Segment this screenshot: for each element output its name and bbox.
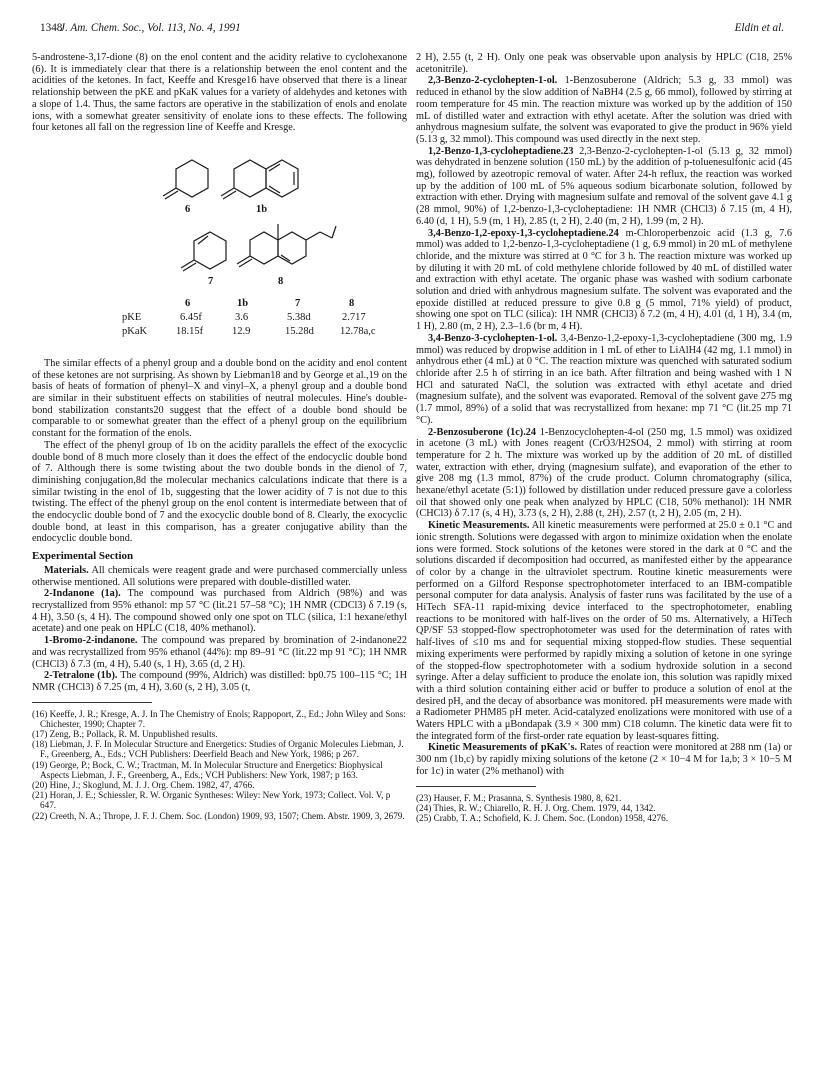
- label-6: 6: [185, 203, 191, 215]
- exp-head: 3,4-Benzo-3-cyclohepten-1-ol.: [428, 332, 558, 344]
- exp-paragraph: [416, 75, 792, 145]
- footnote: (16) Keeffe, J. R.; Kresge, A. J. In The Chemistry of Enols; Rappoport, Z., Ed.; John Wiley and Sons: Chichester, 1990; Chapter 7.: [32, 708, 406, 729]
- exp-text: The compound was purchased from Aldrich (98%) and was recrystallized from 95% ethanol: mp 57 °C (lit.21 57–58 °C); 1H NMR (CDCl3) δ 7.19 (s, 4 H), 3.50 (s, 4 H). The compound showed only one spot on TLC (silica, 1:1 hexane/ethyl acetate) and one peak on HPLC (C18, 40% methanol).: [32, 588, 407, 635]
- exp-head: Kinetic Measurements.: [428, 520, 530, 532]
- cyclohexanone-structure: [163, 160, 208, 199]
- label-7: 7: [208, 275, 214, 287]
- page-header: [40, 20, 784, 36]
- pka-value: 15.28d: [285, 325, 314, 337]
- body-paragraph: The similar effects of a phenyl group and a double bond on the acidity and enol content of these ketones are not surprising. As shown by Liebman18 and by George et al.,19 on the basis of heats of formation of phenyl–X and vinyl–X, a phenyl group and a double bond are similar in their substituent effects on stabilities of neutral molecules. Hine's double-bond stabilization constants20 suggest that the effect of a double bond should be comparable to or somewhat greater than the effect of a phenyl group on the equilibrium constant for the formation of the enols.: [32, 357, 407, 440]
- exp-paragraph: [32, 588, 407, 635]
- exp-paragraph: [416, 742, 792, 777]
- footnote: (20) Hine, J.; Skoglund, M. J. J. Org. Chem. 1982, 47, 4766.: [32, 780, 255, 791]
- pk-head: 1b: [237, 297, 249, 309]
- exp-paragraph: [416, 146, 792, 228]
- exp-head: 3,4-Benzo-1,2-epoxy-1,3-cycloheptadiene.24: [428, 227, 619, 239]
- footnote: (17) Zeng, B.; Pollack, R. M. Unpublished results.: [32, 729, 218, 740]
- right-column: [416, 52, 792, 823]
- tetralone-structure: [221, 160, 298, 199]
- footnote: (22) Creeth, N. A.; Thrope, J. F. J. Chem. Soc. (London) 1909, 93, 1507; Chem. Abstr. 1909, 3, 2679.: [32, 810, 405, 821]
- exp-head: Kinetic Measurements of pKaK's.: [428, 742, 578, 754]
- ketone-structures-figure: [32, 138, 407, 354]
- footnotes-left: [32, 709, 407, 821]
- pk-head: 6: [185, 297, 191, 309]
- pka-label: pKaK: [122, 325, 148, 337]
- journal-citation: J. Am. Chem. Soc., Vol. 113, No. 4, 1991: [60, 22, 241, 34]
- exp-paragraph: [32, 670, 407, 693]
- exp-text: 2,3-Benzo-2-cyclohepten-1-ol (5.13 g, 32 mmol) was dehydrated in benzene solution (150 mL) by the addition of p-toluenesulfonic acid (45 mg), followed by azeotropic removal of water. After 24-h reflux, the reaction was worked up by the addition of 100 mL of 5% aqueous sodium bicarbonate solution, followed by extraction with ether. Drying with magnesium sulfate and removal of the solvent gave 4.1 g (28 mmol, 90%) of 1,2-benzo-1,3-cycloheptadiene: 1H NMR (CHCl3) δ 7.15 (m, 4 H), 6.40 (d, 1 H), 5.9 (m, 1 H), 2.85 (t, 2 H), 2.40 (m, 2 H), 1.99 (m, 2 H).: [416, 145, 792, 227]
- exp-text: 1-Benzocyclohepten-4-ol (250 mg, 1.5 mmol) was oxidized in acetone (3 mL) with Jones reagent (CrO3/H2SO4, 2 mmol) with stirring at room temperature for 2 h. The mixture was worked up by the addition of 20 mL of distilled water, extraction with ether, drying (magnesium sulfate), and evaporation of the ether to give 208 mg (1.3 mmol, 87%) of the crude product. Column chromatography (silica, hexane/ethyl acetate (5:1)) followed by distillation under reduced pressure gave a colorless oil that showed only one peak when analyzed by HPLC (C18, 50% methanol): 1H NMR (CHCl3) δ 7.17 (s, 4 H), 3.73 (s, 2 H), 2.88 (t, 2H), 2.57 (t, 2 H), 2.05 (m, 2 H).: [416, 426, 793, 520]
- exp-head: 1-Bromo-2-indanone.: [44, 635, 138, 647]
- exp-head: 2-Tetralone (1b).: [44, 670, 118, 682]
- exp-paragraph: [416, 52, 792, 75]
- exp-paragraph: [32, 565, 407, 588]
- exp-paragraph: [32, 635, 407, 670]
- footnote: (19) George, P.; Bock, C. W.; Tractman, M. In Molecular Structure and Energetics: Biophysical Aspects Liebman, J. F., Greenberg, A., Eds.; VCH Publishers: New York, 1987; p 163.: [32, 759, 383, 780]
- pke-value: 6.45f: [180, 311, 202, 323]
- pka-value: 12.78a,c: [340, 325, 376, 337]
- exp-paragraph: [416, 333, 792, 427]
- intro-paragraph: 5-androstene-3,17-dione (8) on the enol content and the acidity relative to cyclohexanone (6). It is immediately clear that there is a relationship between the enol content and the acidities of the ketones. In fact, Keeffe and Kresge16 have observed that there is a linear relationship between the pKE and pKaK values for a variety of aldehydes and ketones with a slope of 1.4. Thus, the same factors are operative in the stabilization of enols and enolate ions, with a somewhat greater sensitivity of enolate ions to these effects. The following four ketones all fall on the regression line of Keeffe and Kresge.: [32, 52, 407, 134]
- pka-value: 18.15f: [176, 325, 204, 337]
- running-author: Eldin et al.: [734, 22, 784, 34]
- pke-value: 3.6: [235, 311, 249, 323]
- exp-text: All kinetic measurements were performed at 25.0 ± 0.1 °C and ionic strength. Solutions were degassed with argon to minimize oxidation when the enolate ions were formed. Stock solutions of the ketones were stored in the dark at 0 °C and the solutions discarded if decomposition had occurred, as manifested either by the appearance of color by a change in the ultraviolet spectrum. Routine kinetic measurements were performed on a Gilford Response spectrophotometer interfaced to an IBM-compatible personal computer for data analysis. Analysis of faster runs was facilitated by the use of a HiTech SFA-11 rapid-mixing device interfaced to the spectrophotometer, enabling reactions to be monitored with half-lives on the order of 50 ms. Alternatively, a HiTech QP/SF 53 stopped-flow spectrophotometer was used for the determination of rates with half-lives of ≤10 ms and for sequential mixing stopped-flow studies. These sequential mixing experiments were performed by rapidly mixing a solution of ketone in one syringe of the stopped-flow spectrophotometer with a sodium hydroxide solution in a second syringe. After a delay sufficient to produce the enolate ion, this solution was rapidly mixed with a third solution containing either acid or buffer to produce a solution of enol at the desired pH, and the decay of absorbance was monitored. pH measurements were made with a Radiometer PHM85 pH meter. Acid-catalyzed enolizations were monitored with use of a Waters HPLC with a μBondapak (3.9 × 300 mm) C18 column. The kinetic data were fit to the integrated form of the first-order rate equation by least-squares fitting.: [416, 520, 793, 742]
- footnote-rule: [416, 786, 536, 787]
- label-1b: 1b: [256, 203, 268, 215]
- exp-paragraph: [416, 228, 792, 333]
- androstenedione-structure: [237, 224, 336, 267]
- page-number: 1348: [40, 22, 63, 34]
- exp-text: All chemicals were reagent grade and were purchased commercially unless otherwise mentioned. All solutions were prepared with double-distilled water.: [32, 564, 407, 588]
- body-paragraph: The effect of the phenyl group of 1b on the acidity parallels the effect of the exocyclic double bond of 8 much more closely than it does the effect of the endocyclic double bond of 7. Although there is some twisting about the two double bonds in the dienol of 7, diminishing conjugation,8d the molecular mechanics calculations indicate that there is a similar twisting in the enol of 1b, suggesting that the lower acidity of 7 is not due to this twisting. The effect of the phenyl group on the enol content is intermediate between that of the endocyclic double bond of 7 and the exocyclic double bond of 8. Clearly, the exocyclic double bond, at least in this comparison, has a greater conjugative ability than the endocyclic double bond.: [32, 439, 407, 545]
- exp-text: m-Chloroperbenzoic acid (1.3 g, 7.6 mmol) was added to 1,2-benzo-1,3-cycloheptadiene (1 g, 6.9 mmol) in 20 mL of methylene chloride, and the mixture was stirred at 0 °C for 3 h. The reaction mixture was worked up by diluting it with 20 mL of cold methylene chloride followed by 40 mL of distilled water and extraction with ethyl acetate. The organic phase was washed with sodium carbonate solution and dried with anhydrous magnesium sulfate. The solvent was evaporated and the epoxide distilled at reduced pressure to give 0.8 g (5 mmol, 71% yield) of product, showing one spot on TLC (silica): 1H NMR (CHCl3) δ 7.2 (m, 4 H), 4.01 (d, 1 H), 3.4 (m, 1 H), 2.80 (m, 2 H), 2.3–1.6 (br m, 4 H).: [416, 227, 792, 333]
- footnote: (24) Thies, R. W.; Chiarello, R. H. J. Org. Chem. 1979, 44, 1342.: [416, 802, 656, 813]
- exp-head: Materials.: [44, 564, 89, 576]
- footnote-rule: [32, 702, 152, 703]
- label-8: 8: [278, 275, 284, 287]
- footnotes-right: [416, 793, 792, 824]
- pke-value: 5.38d: [287, 311, 311, 323]
- exp-text: Rates of reaction were monitored at 288 nm (1a) or 300 nm (1b,c) by rapidly mixing solutions of the ketone (2 × 10−4 M for 1a,b; 3 × 10−5 M for 1c) in water (2% methanol) with: [416, 742, 792, 777]
- cyclohexenone-structure: [181, 232, 226, 271]
- footnote: (23) Hauser, F. M.; Prasanna, S. Synthesis 1980, 8, 621.: [416, 792, 622, 803]
- exp-head: 1,2-Benzo-1,3-cycloheptadiene.23: [428, 145, 574, 157]
- section-title: Experimental Section: [32, 550, 134, 563]
- exp-text: 1-Benzosuberone (Aldrich; 5.3 g, 33 mmol) was reduced in ethanol by the slow addition of NaBH4 (2.5 g, 66 mmol), followed by stirring at room temperature for 45 min. The reaction mixture was worked up by the addition of 150 mL of distilled water and extraction with ethyl acetate. After the solution was dried with anhydrous magnesium sulfate, the solvent was evaporated to give the product in 96% yield (5.13 g, 32 mmol). This compound was used directly in the next step.: [416, 75, 792, 145]
- exp-text: 2 H), 2.55 (t, 2 H). Only one peak was observable upon analysis by HPLC (C18, 25% acetonitrile).: [416, 52, 792, 75]
- pk-head: 7: [295, 297, 301, 309]
- exp-head: 2-Benzosuberone (1c).24: [428, 426, 537, 438]
- exp-text: The compound (99%, Aldrich) was distilled: bp0.75 100–115 °C; 1H NMR (CHCl3) δ 7.25 (m, 4 H), 3.60 (s, 2 H), 3.05 (t,: [32, 670, 407, 693]
- pk-head: 8: [349, 297, 355, 309]
- pke-value: 2.717: [342, 311, 366, 323]
- left-column: [32, 52, 407, 821]
- exp-head: 2,3-Benzo-2-cyclohepten-1-ol.: [428, 75, 558, 87]
- footnote: (21) Horan, J. E.; Schiessler, R. W. Organic Syntheses: Wiley: New York, 1973; Collect. Vol. V, p 647.: [32, 790, 391, 811]
- footnote: (18) Liebman, J. F. In Molecular Structure and Energetics: Studies of Organic Molecules Liebman, J. F., Greenberg, A., Eds.; VCH Publishers: Deerfield Beach and New York, 1986; p 267.: [32, 739, 404, 760]
- pke-label: pKE: [122, 311, 142, 323]
- exp-paragraph: [416, 520, 792, 742]
- exp-text: 3,4-Benzo-1,2-epoxy-1,3-cycloheptadiene (300 mg, 1.9 mmol) was reduced by dropwise addition in 1 mL of ether to LiAlH4 (42 mg, 1.1 mmol) in anhydrous ether (4 mL) at 0 °C. The reaction mixture was quenched with saturated sodium chloride after 2.5 h of stirring in an ice bath. After filtration and being washed with 1 N HCl and saturated NaCl, the solution was extracted with ethyl acetate and dried (magnesium sulfate), and the solvent was evaporated. Removal of the solvent gave 275 mg (1.7 mmol, 89%) of a solid that was recrystallized from hexane: mp 71 °C (lit.25 mp 71 °C).: [416, 332, 792, 426]
- exp-paragraph: [416, 427, 792, 521]
- footnote: (25) Crabb, T. A.; Schofield, K. J. Chem. Soc. (London) 1958, 4276.: [416, 813, 669, 823]
- pka-value: 12.9: [232, 325, 251, 337]
- exp-text: The compound was prepared by bromination of 2-indanone22 and was recrystallized from 95% ethanol (44%): mp 89–91 °C (lit.22 mp 91 °C); 1H NMR (CHCl3) δ 7.3 (m, 4 H), 5.40 (s, 1 H), 3.65 (d, 2 H).: [32, 635, 407, 670]
- exp-head: 2-Indanone (1a).: [44, 588, 121, 600]
